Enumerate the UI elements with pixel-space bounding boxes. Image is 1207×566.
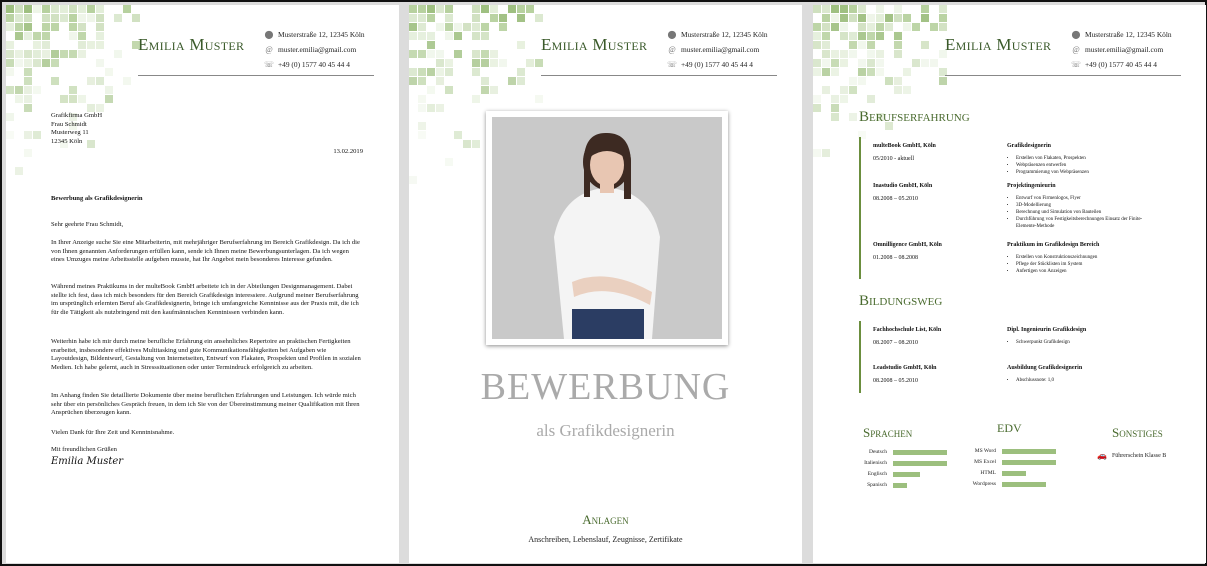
experience-title: Berufserfahrung: [859, 109, 970, 125]
contact-block: [264, 27, 365, 72]
address: Musterstraße 12, 12345 Köln: [278, 30, 365, 39]
phone: +49 (0) 1577 40 45 44 4: [681, 60, 753, 69]
email: muster.emilia@gmail.com: [681, 45, 760, 54]
period: 08.2008 – 05.2010: [873, 378, 918, 384]
at-sign-icon: @: [668, 45, 676, 54]
location-pin-icon: ⬤: [667, 30, 677, 39]
contact-block: [667, 27, 768, 72]
skill-label: Spanisch: [867, 482, 887, 488]
letter-salutation: Sehr geehrte Frau Schmidt,: [51, 221, 124, 228]
mosaic-decoration: [6, 5, 146, 205]
education-right: [1007, 326, 1147, 346]
location-pin-icon: ⬤: [1071, 30, 1081, 39]
contact-block: [1071, 27, 1172, 72]
skill-bar: [1002, 482, 1046, 487]
task: • Pflege der Stücklisten im System: [1016, 261, 1147, 268]
task: • Programmierung von Webpräsenzen: [1016, 169, 1147, 176]
skill-label: MS Word: [974, 448, 996, 454]
education-right: [1007, 364, 1147, 384]
header-rule: [945, 75, 1181, 76]
language-skill: [863, 449, 947, 455]
task: • Erstellen von Konstruktionszeichnungen: [1016, 254, 1147, 261]
education-left: [873, 364, 993, 385]
task: • Anfertigen von Anzeigen: [1016, 268, 1147, 275]
fax-icon: ☏: [264, 60, 275, 69]
signature: Emilia Muster: [51, 456, 124, 467]
applicant-name: Emilia Muster: [138, 35, 245, 54]
letter-closing: Mit freundlichen Grüßen: [51, 446, 117, 453]
period: 08.2008 – 05.2010: [873, 196, 918, 202]
language-skill: [863, 460, 947, 466]
role: Grafikdesignerin: [1007, 143, 1052, 149]
experience-left: [873, 241, 993, 262]
at-sign-icon: @: [1072, 45, 1080, 54]
driving-license: Führerschein Klasse B: [1111, 452, 1167, 459]
skill-bar: [893, 461, 947, 466]
address: Musterstraße 12, 12345 Köln: [681, 30, 768, 39]
skill-bar: [1002, 449, 1056, 454]
note: • Schwerpunkt Grafikdesign: [1016, 339, 1147, 346]
letter-paragraph: Weiterhin habe ich mir durch meine berufliche Erfahrung ein ansehnliches Repertoire an praktischen Fertigkeiten erarbeitet, insbesondere effektives Multitasking und gute Kommunikationsfähigkeiten bei Aufgaben wie Layoutdesign, Bildentwurf, Gestaltung von Internetseiten, Entwurf von Flakaten, Prospekten und Profilen in sozialen Medien. Ich habe gelernt, auch in Stresssituationen oder unter Termindruck erfolgreich zu arbeiten.: [51, 338, 361, 372]
period: 01.2008 – 08.2008: [873, 255, 918, 261]
location-pin-icon: ⬤: [264, 30, 274, 39]
letter-paragraph: Während meines Praktikums in der multeBook GmbH arbeitete ich in der Abteilungen Designmanagement. Dabei stellte ich fest, dass ich mich besonders für den Bereich Grafikdesign interessiere. Aufgrund meiner Berufserfahrung im ursprünglich erlernten Beruf als Grafikdesignerin, bringe ich umfangreiche Kenntnisse aus der Praxis mit, die ich für die Tätigkeit als nutzbringend mit den kaufmännischen Kenntnissen verbinden kann.: [51, 283, 359, 317]
phone: +49 (0) 1577 40 45 44 4: [278, 60, 350, 69]
cover-subtitle: als Grafikdesignerin: [536, 421, 675, 440]
header-rule: [138, 75, 374, 76]
task: • 3D-Modellierung: [1016, 202, 1147, 209]
period: 05/2010 - aktuell: [873, 156, 914, 162]
skill-bar: [893, 472, 920, 477]
task: • Erstellen von Flakaten, Prospekten: [1016, 155, 1147, 162]
recipient-line: Frau Schmidt: [51, 120, 87, 128]
email: muster.emilia@gmail.com: [278, 45, 357, 54]
languages-title: Sprachen: [863, 425, 913, 440]
edv-skill: [966, 470, 1026, 476]
education-title: Bildungsweg: [859, 293, 943, 309]
letter-date: 13.02.2019: [333, 148, 363, 155]
phone: +49 (0) 1577 40 45 44 4: [1085, 60, 1157, 69]
portrait-photo: [486, 111, 728, 345]
page-cv: [813, 5, 1206, 563]
recipient-line: Grafikfirma GmbH: [51, 112, 103, 119]
role: Praktikum im Grafikdesign Bereich: [1007, 242, 1100, 248]
address: Musterstraße 12, 12345 Köln: [1085, 30, 1172, 39]
edv-skill: [966, 448, 1056, 454]
attachments-list: Anschreiben, Lebenslauf, Zeugnisse, Zertifikate: [528, 535, 683, 544]
timeline-line: [859, 137, 861, 279]
skill-bar: [893, 450, 947, 455]
recipient-line: Musterweg 11: [51, 129, 89, 137]
other-item: [1097, 451, 1166, 460]
car-icon: 🚗: [1097, 451, 1107, 460]
applicant-name: Emilia Muster: [945, 35, 1052, 54]
timeline-line: [859, 321, 861, 393]
language-skill: [863, 471, 920, 477]
note: • Abschlussnote: 1,0: [1016, 377, 1147, 384]
edv-title: EDV: [997, 421, 1022, 435]
skill-bar: [893, 483, 907, 488]
experience-left: [873, 182, 993, 203]
skill-label: MS Excel: [974, 459, 996, 465]
company: multeBook GmbH, Köln: [873, 143, 936, 149]
company: Inastudio GmbH, Köln: [873, 183, 933, 189]
edv-skill: [966, 459, 1056, 465]
other-title: Sonstiges: [1112, 425, 1163, 440]
letter-paragraph: Im Anhang finden Sie detaillierte Dokumente über meine beruflichen Erfahrungen und Leistungen. Ich würde mich sehr über ein persönliches Gespräch freuen, in dem ich Sie von der Übereinstimmung meiner Qualifikation mit Ihren Ansprüchen überzeugen kann.: [51, 392, 360, 417]
degree: Ausbildung Grafikdesignerin: [1007, 365, 1083, 371]
company: Omnilligence GmbH, Köln: [873, 242, 942, 248]
fax-icon: ☏: [1071, 60, 1082, 69]
skill-label: Englisch: [867, 471, 887, 477]
task: • Webpräsenzen entwerfen: [1016, 162, 1147, 169]
experience-right: [1007, 241, 1147, 275]
letter-subject: Bewerbung als Grafikdesignerin: [51, 195, 143, 202]
skill-label: Wordpress: [972, 481, 996, 487]
experience-right: [1007, 182, 1147, 230]
task: • Entwurf von Firmenlogos, Flyer: [1016, 195, 1147, 202]
applicant-name: Emilia Muster: [541, 35, 648, 54]
fax-icon: ☏: [667, 60, 678, 69]
page-cover: [409, 5, 802, 563]
email: muster.emilia@gmail.com: [1085, 45, 1164, 54]
task: • Durchführung von Festigkeitsberechnungen Einsatz der Finite-Elemente-Methode: [1016, 216, 1147, 230]
mosaic-decoration: [813, 5, 953, 205]
page-cover-letter: [6, 5, 399, 563]
recipient-line: 12345 Köln: [51, 138, 83, 146]
at-sign-icon: @: [265, 45, 273, 54]
letter-paragraph: Vielen Dank für Ihre Zeit und Kenntnisnahme.: [51, 429, 175, 436]
role: Projektingenieurin: [1007, 183, 1056, 189]
experience-left: [873, 142, 993, 163]
school: Fachhochschule List, Köln: [873, 327, 942, 333]
language-skill: [863, 482, 907, 488]
task: • Berechnung und Simulation von Bauteilen: [1016, 209, 1147, 216]
edv-skill: [966, 481, 1046, 487]
degree: Dipl. Ingenieurin Grafikdesign: [1007, 327, 1087, 333]
letter-paragraph: In Ihrer Anzeige suche Sie eine Mitarbeiterin, mit mehrjähriger Berufserfahrung im Bereich Grafikdesign. Da ich die von Ihnen genannten Anforderungen erfüllen kann, sende ich Ihnen meine Bewerbungsunterlagen. Da ich wegen eines Umzuges meine Arbeitsstelle aufgeben musste, hat Ihr Angebot mein besonderes Interesse gefunden.: [51, 239, 360, 264]
skill-label: HTML: [980, 470, 996, 476]
recipient-block: [51, 112, 363, 147]
skill-label: Italienisch: [864, 460, 887, 466]
skill-label: Deutsch: [868, 449, 887, 455]
attachments-title: Anlagen: [582, 512, 629, 527]
header-rule: [541, 75, 777, 76]
cover-title: BEWERBUNG: [480, 366, 731, 408]
school: Leadstudio GmbH, Köln: [873, 365, 937, 371]
period: 08.2007 – 08.2010: [873, 340, 918, 346]
education-left: [873, 326, 993, 347]
skill-bar: [1002, 471, 1026, 476]
skill-bar: [1002, 460, 1056, 465]
experience-right: [1007, 142, 1147, 176]
